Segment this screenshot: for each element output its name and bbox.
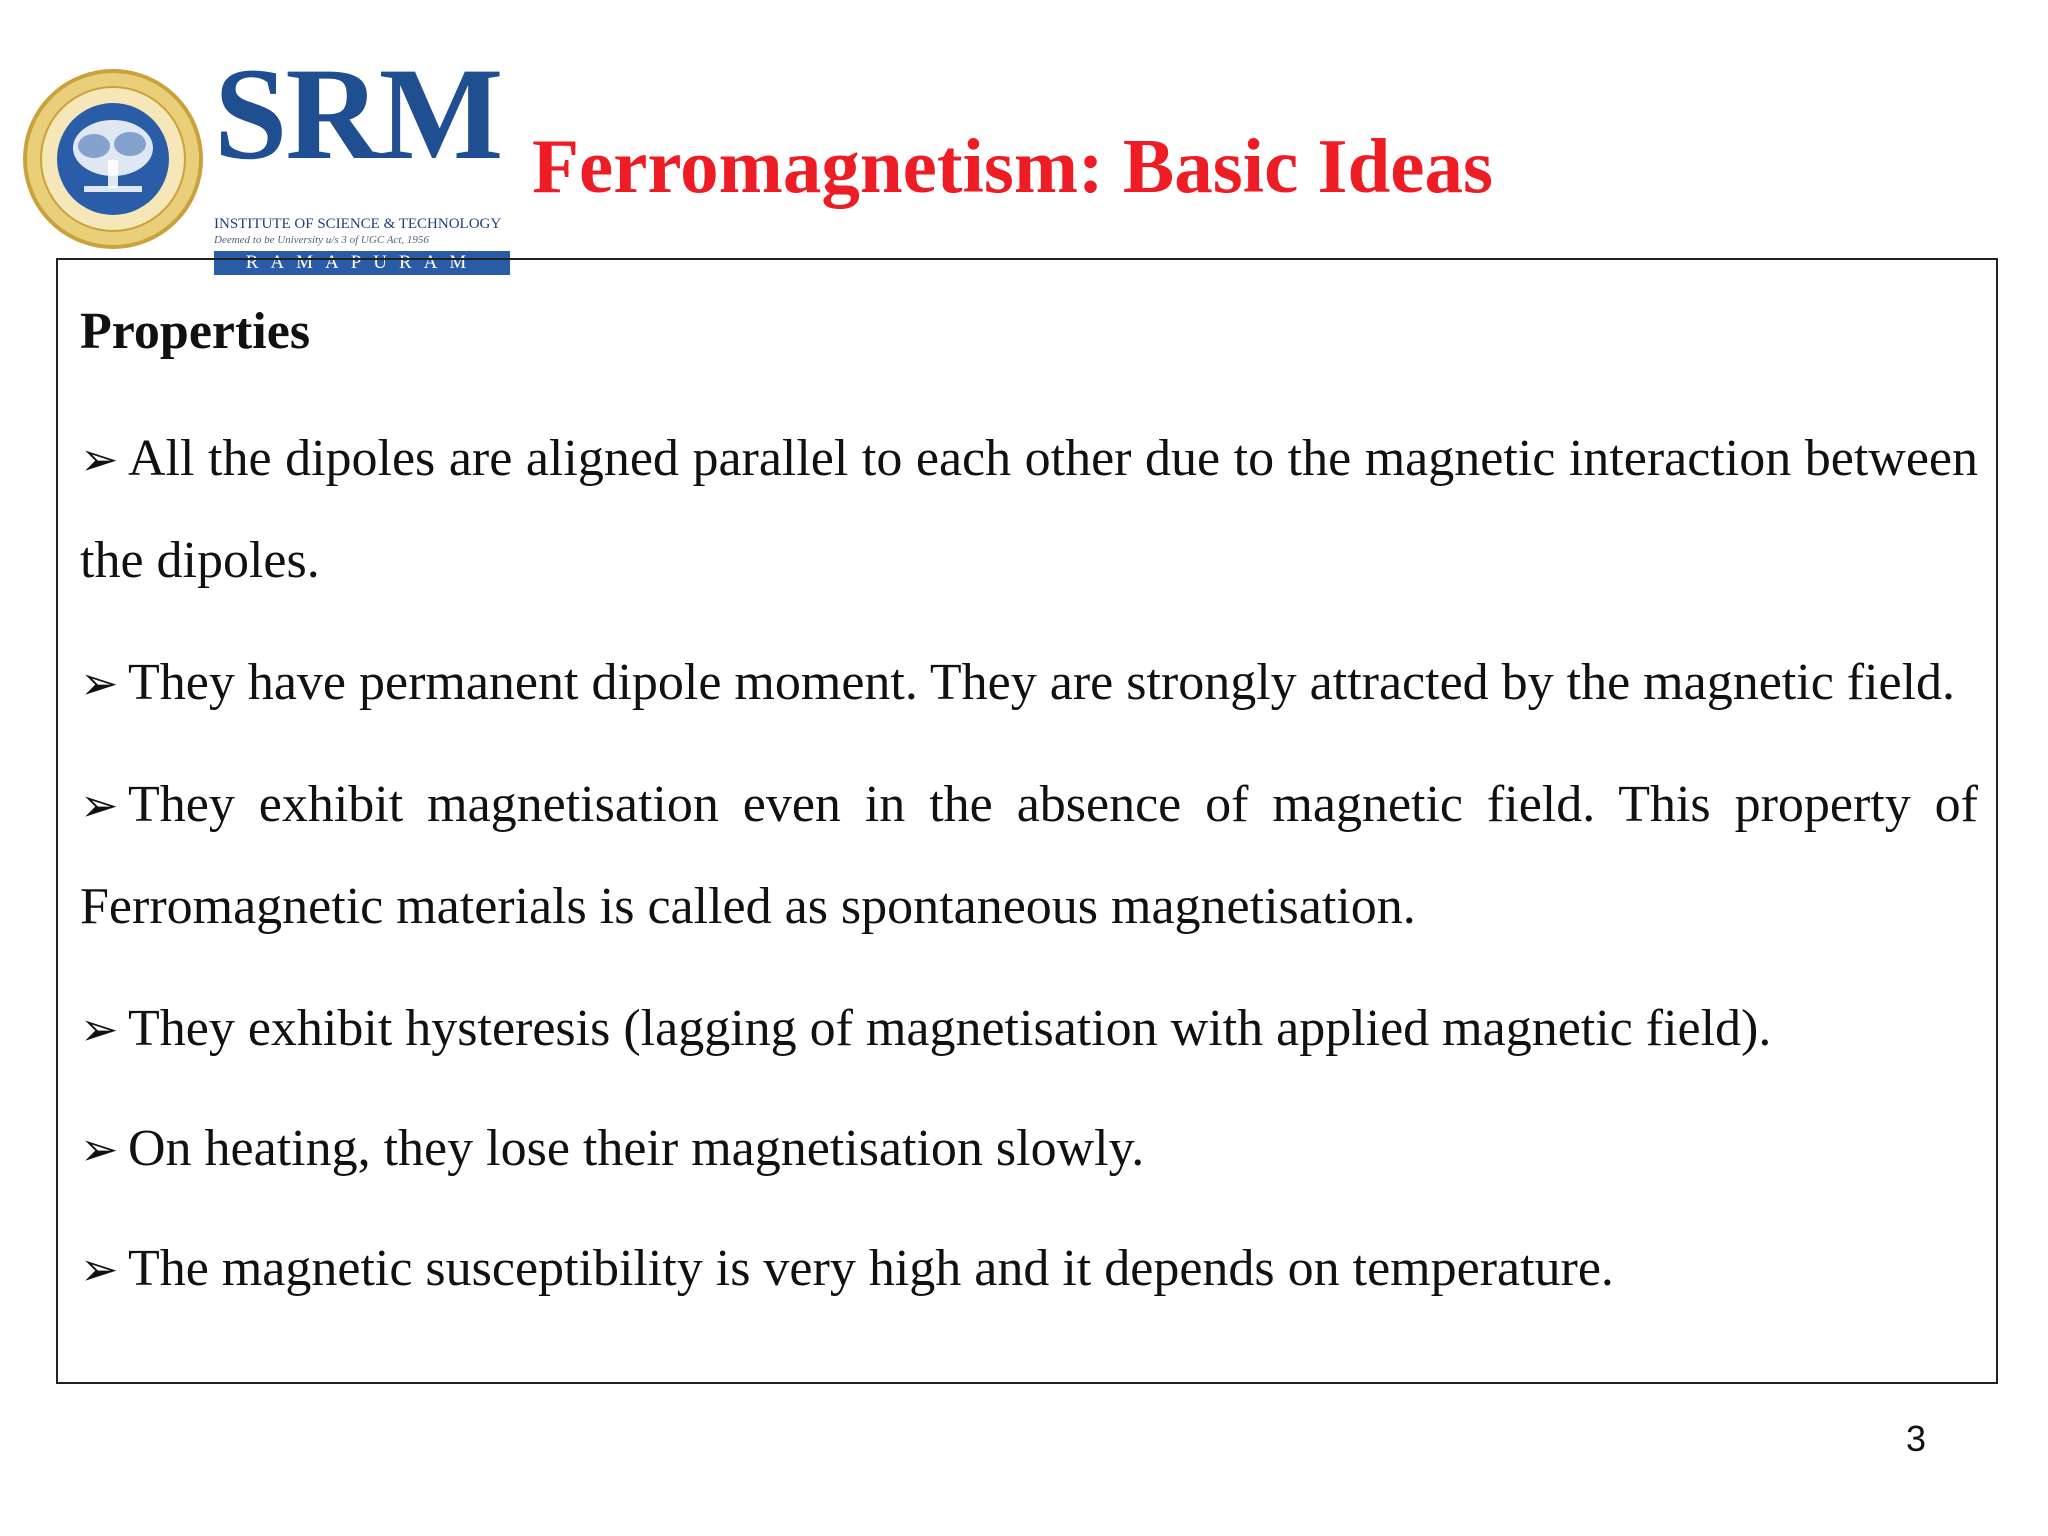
arrow-bullet-icon: ➢ <box>80 778 119 832</box>
section-heading: Properties <box>80 303 311 360</box>
properties-list <box>80 408 1978 1338</box>
srm-logo <box>214 58 510 275</box>
list-item <box>80 408 1978 612</box>
logo-tagline: Deemed to be University u/s 3 of UGC Act, 1956 <box>214 234 429 246</box>
bullet-text: They have permanent dipole moment. They are strongly attracted by the magnetic field. <box>128 654 1956 711</box>
arrow-bullet-icon: ➢ <box>80 1002 119 1056</box>
bullet-text: On heating, they lose their magnetisation slowly. <box>128 1120 1145 1177</box>
list-item <box>80 1218 1978 1320</box>
list-item <box>80 1098 1978 1200</box>
slide-title: Ferromagnetism: Basic Ideas <box>532 123 1493 209</box>
bullet-text: The magnetic susceptibility is very high and it depends on temperature. <box>128 1240 1614 1297</box>
arrow-bullet-icon: ➢ <box>80 1242 119 1296</box>
arrow-bullet-icon: ➢ <box>80 656 119 710</box>
list-item <box>80 632 1978 734</box>
bullet-text: All the dipoles are aligned parallel to each other due to the magnetic interaction between the dipoles. <box>80 430 1978 589</box>
page-number: 3 <box>1906 1418 1927 1459</box>
arrow-bullet-icon: ➢ <box>80 432 119 486</box>
list-item <box>80 754 1978 958</box>
arrow-bullet-icon: ➢ <box>80 1122 119 1176</box>
institute-seal-icon <box>22 68 204 250</box>
content-box <box>56 258 1998 1384</box>
bullet-text: They exhibit hysteresis (lagging of magnetisation with applied magnetic field). <box>128 1000 1772 1057</box>
logo-wordmark: SRM <box>214 58 502 164</box>
logo-subtitle: INSTITUTE OF SCIENCE & TECHNOLOGY <box>214 216 502 232</box>
list-item <box>80 978 1978 1080</box>
bullet-text: They exhibit magnetisation even in the absence of magnetic field. This property of Ferromagnetic materials is called as spontaneous magnetisation. <box>80 776 1978 935</box>
logo-campus: RAMAPURAM <box>214 251 510 275</box>
